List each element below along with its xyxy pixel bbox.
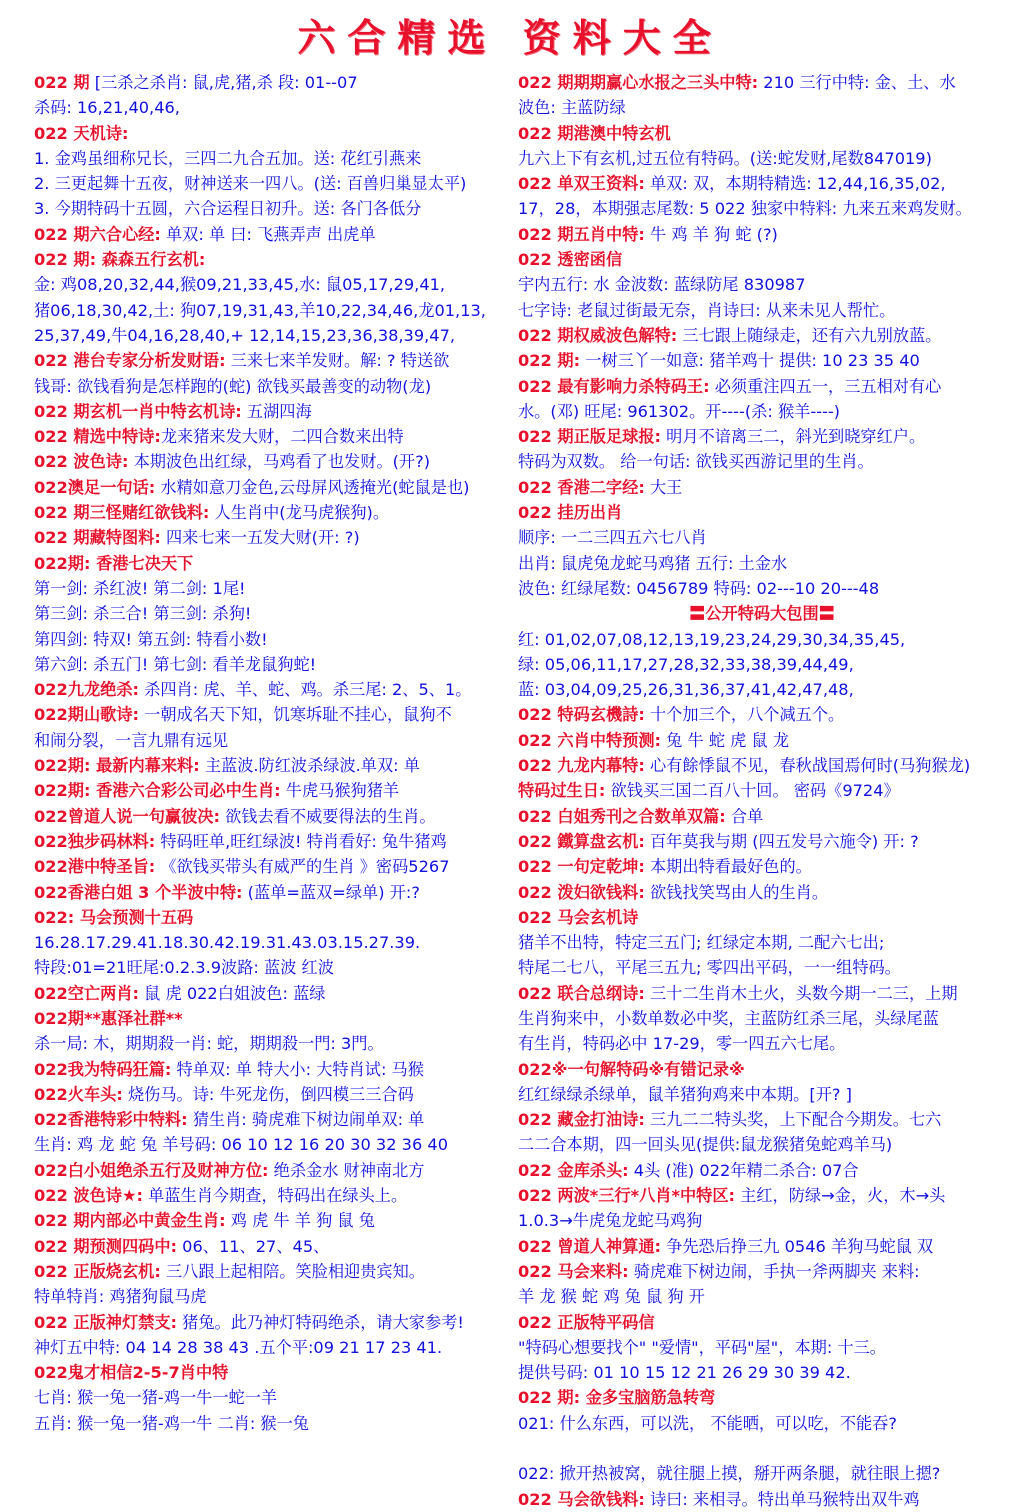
text-line: [518, 70, 1006, 95]
line-heading: 022※一句解特码※有错记录※: [518, 1059, 745, 1079]
line-heading: 022 鐵算盘玄机:: [518, 831, 645, 851]
text-line: [34, 905, 518, 930]
line-heading: 022 白姐秀刊之合数单双篇:: [518, 806, 726, 826]
line-body: 021: 什么东西，可以洗， 不能晒，可以吃，不能吞?: [518, 1413, 897, 1433]
line-body: [三杀之杀肖: 鼠,虎,猪,杀 段: 01--07: [89, 73, 358, 92]
text-line: [34, 778, 518, 803]
line-heading: 022白小姐绝杀五行及财神方位:: [34, 1160, 269, 1180]
line-heading: 022 最有影响力杀特码王:: [518, 376, 710, 396]
text-line: [34, 677, 518, 702]
line-body: 第六剑: 杀五门! 第七剑: 看羊龙鼠狗蛇!: [34, 654, 317, 674]
text-line: [34, 348, 518, 373]
text-line: [518, 1360, 1006, 1385]
line-heading: 022期: 最新内幕来料:: [34, 756, 200, 776]
line-heading: 022 期港澳中特玄机: [518, 123, 671, 143]
text-line: [518, 728, 1006, 753]
line-body: 1. 金鸡虽细称兄长，三四二九合五加。送: 花红引燕来: [34, 148, 422, 168]
line-heading: 022期**惠泽社群**: [34, 1008, 183, 1028]
text-line: [34, 1031, 518, 1056]
text-line: [34, 1082, 518, 1107]
text-line: [518, 1158, 1006, 1183]
text-line: [34, 1158, 518, 1183]
text-line: [518, 981, 1006, 1006]
line-body: 杀码: 16,21,40,46,: [34, 98, 180, 118]
text-line: [518, 374, 1006, 399]
text-line: [518, 95, 1006, 120]
text-line: [518, 804, 1006, 829]
text-line: [518, 475, 1006, 500]
line-body: 第一剑: 杀红波! 第二剑: 1尾!: [34, 578, 246, 598]
text-line: [518, 525, 1006, 550]
line-heading: 022九龙绝杀:: [34, 680, 140, 700]
text-line: [34, 728, 518, 753]
line-heading: 022 期内部必中黄金生肖:: [34, 1211, 226, 1231]
text-line: [518, 272, 1006, 297]
text-line: [34, 525, 518, 550]
text-line: [34, 1208, 518, 1233]
line-body: 牛 鸡 羊 狗 蛇 (?): [644, 224, 778, 244]
text-line: [518, 1284, 1006, 1309]
text-line: [518, 171, 1006, 196]
line-body: 宇内五行: 水 金波数: 蓝绿防尾 830987: [518, 275, 806, 295]
line-body: 三八跟上起相陪。笑脸相迎贵宾知。: [160, 1261, 425, 1281]
text-line: [34, 576, 518, 601]
line-body: 特码为双数。 给一句话: 欲钱买西游记里的生肖。: [518, 452, 874, 472]
line-body: 钱哥: 欲钱看狗是怎样跑的(蛇) 欲钱买最善变的动物(龙): [34, 376, 432, 396]
text-line: [518, 449, 1006, 474]
text-line: [34, 880, 518, 905]
line-body: 022: 掀开热被窝，就往腿上摸，掰开两条腿，就往眼上摁?: [518, 1464, 941, 1484]
text-line: [518, 905, 1006, 930]
text-line: [518, 1208, 1006, 1233]
line-heading: 022 波色诗:: [34, 452, 129, 472]
text-line: [518, 1335, 1006, 1360]
line-body: 单蓝生肖今期查，特码出在绿头上。: [142, 1186, 408, 1206]
line-heading: 022火车头:: [34, 1084, 123, 1104]
text-line: [34, 500, 518, 525]
line-heading: 022 期五肖中特:: [518, 224, 645, 244]
line-heading: 022期: 香港六合彩公司必中生肖:: [34, 781, 281, 801]
line-heading: 022 马会欲钱料:: [518, 1489, 645, 1509]
line-body: 杀四肖: 虎、羊、蛇、鸡。杀三尾: 2、5、1。: [139, 680, 472, 700]
line-body: 〓公开特码大包围〓: [689, 604, 835, 624]
line-body: 杀一局: 木，期期殺一肖: 蛇，期期殺一門: 3門。: [34, 1034, 384, 1054]
line-body: 本期出特看最好色的。: [644, 857, 812, 877]
text-line: [34, 171, 518, 196]
line-body: 一树三丫一如意: 猪羊鸡十 提供: 10 23 35 40: [580, 351, 920, 371]
text-line: [34, 70, 518, 95]
line-body: 一朝成名天下知，饥寒坼耻不挂心，鼠狗不: [139, 705, 452, 725]
text-line: [34, 1310, 518, 1335]
line-body: 三七跟上随绿走，还有六九别放蓝。: [677, 325, 942, 345]
line-heading: 022 正版烧玄机:: [34, 1261, 161, 1281]
text-line: [518, 778, 1006, 803]
line-body: 顺序: 一二三四五六七八肖: [518, 528, 707, 548]
line-body: 猪羊不出特，特定三五门; 红绿定本期, 二配六七出;: [518, 933, 885, 953]
text-line: [518, 829, 1006, 854]
line-heading: 022 期: 金多宝脑筋急转弯: [518, 1388, 716, 1408]
line-body: 七肖: 猴一兔一猪-鸡一牛一蛇一羊: [34, 1388, 278, 1408]
text-line: [518, 1436, 1006, 1461]
right-column: [518, 70, 1006, 1512]
text-line: [518, 1132, 1006, 1157]
line-body: 牛虎马猴狗猪羊: [280, 781, 400, 801]
line-body: 五肖: 猴一兔一猪-鸡一牛 二肖: 猴一兔: [34, 1413, 309, 1433]
line-body: 出肖: 鼠虎兔龙蛇马鸡猪 五行: 土金水: [518, 553, 788, 573]
line-body: 单双: 双，本期特精选: 12,44,16,35,02,: [644, 174, 946, 194]
text-line: [518, 146, 1006, 171]
line-heading: 022 波色诗★:: [34, 1186, 143, 1206]
line-body: 猪兔。此乃神灯特码绝杀，请大家参考!: [177, 1312, 464, 1332]
text-line: [518, 1006, 1006, 1031]
line-heading: 022香港特彩中特料:: [34, 1110, 188, 1130]
line-heading: 022 期: [34, 73, 90, 92]
text-line: [34, 1006, 518, 1031]
line-body: 06、11、27、45、: [177, 1236, 330, 1256]
line-body: 17，28，本期强志尾数: 5 022 独家中特料: 九来五来鸡发财。: [518, 199, 972, 219]
line-heading: 022 期预测四码中:: [34, 1236, 178, 1256]
text-line: [518, 677, 1006, 702]
line-heading: 022 期期期赢心水报之三头中特:: [518, 73, 759, 92]
line-heading: 022 一句定乾坤:: [518, 857, 645, 877]
text-line: [518, 1461, 1006, 1486]
line-body: 十个加三个，八个减五个。: [644, 705, 845, 725]
line-body: "特码心想要找个" "爱情"，平码"屋"，本期: 十三。: [518, 1337, 886, 1357]
text-line: [518, 576, 1006, 601]
line-heading: 022 泼妇欲钱料:: [518, 882, 645, 902]
line-heading: 022曾道人说一句赢彼决:: [34, 806, 220, 826]
text-line: [518, 1183, 1006, 1208]
line-heading: 022 期正版足球报:: [518, 427, 662, 447]
text-line: [518, 652, 1006, 677]
line-heading: 022 期玄机一肖中特玄机诗:: [34, 401, 242, 421]
page-title: 六合精选 资料大全: [297, 16, 723, 60]
line-body: 25,37,49,牛04,16,28,40,+ 12,14,15,23,36,38,39,47,: [34, 325, 456, 345]
text-line: [518, 702, 1006, 727]
line-body: 烧伤马。诗: 牛死龙伤，倒四模三三合码: [122, 1084, 414, 1104]
line-heading: 022 马会玄机诗: [518, 907, 639, 927]
line-heading: 022澳足一句话:: [34, 477, 156, 497]
line-body: 二二合本期，四一回头见(提供:鼠龙猴猪兔蛇鸡羊马): [518, 1135, 893, 1155]
line-body: 1.0.3→牛虎兔龙蛇马鸡狗: [518, 1211, 703, 1231]
line-body: 3. 今期特码十五圆，六合运程日初升。送: 各门各低分: [34, 199, 422, 219]
text-line: [34, 272, 518, 297]
text-line: [518, 627, 1006, 652]
text-line: [518, 854, 1006, 879]
line-body: 明月不谙离三二，斜光到晓穿红户。: [661, 427, 926, 447]
text-line: [34, 955, 518, 980]
line-heading: 022我为特码狂篇:: [34, 1059, 172, 1079]
line-body: 有生肖，特码必中 17-29，零一四五六七尾。: [518, 1034, 846, 1054]
line-heading: 022 六肖中特预测:: [518, 730, 662, 750]
line-body: 绿: 05,06,11,17,27,28,32,33,38,39,44,49,: [518, 654, 854, 674]
text-line: [518, 1082, 1006, 1107]
line-body: 羊 龙 猴 蛇 鸡 兔 鼠 狗 开: [518, 1287, 705, 1307]
text-line: [34, 551, 518, 576]
line-body: 210 三行中特: 金、土、水: [758, 73, 956, 92]
line-body: 主蓝波.防红波杀绿波.单双: 单: [199, 756, 420, 776]
line-heading: 022 天机诗:: [34, 123, 129, 143]
line-body: 三来七来羊发财。解: ? 特送欲: [225, 351, 450, 371]
text-line: [34, 601, 518, 626]
line-body: 必须重注四五一，三五相对有心: [709, 376, 942, 396]
line-heading: 022 透密函信: [518, 250, 623, 270]
line-body: 鸡 虎 牛 羊 狗 鼠 兔: [225, 1211, 375, 1231]
line-body: 特单双: 单 特大小: 大特肖试: 马猴: [171, 1059, 424, 1079]
text-line: [34, 374, 518, 399]
text-line: [518, 1385, 1006, 1410]
text-line: [34, 449, 518, 474]
text-line: [34, 146, 518, 171]
text-line: [34, 121, 518, 146]
line-heading: 特码过生日:: [518, 781, 606, 801]
line-body: 波色: 主蓝防绿: [518, 98, 626, 118]
text-line: [34, 323, 518, 348]
text-line: [518, 1487, 1006, 1512]
line-body: 心有餘悸鼠不见，春秋战国焉何时(马狗猴龙): [644, 756, 971, 776]
text-line: [518, 1107, 1006, 1132]
line-body: 波色: 红绿尾数: 0456789 特码: 02---10 20---48: [518, 578, 880, 598]
text-line: [518, 323, 1006, 348]
text-line: [518, 298, 1006, 323]
text-line: [34, 1385, 518, 1410]
line-heading: 022 特码玄機詩:: [518, 705, 645, 725]
text-line: [34, 854, 518, 879]
line-body: 合单: [725, 806, 764, 826]
text-line: [34, 424, 518, 449]
text-line: [518, 753, 1006, 778]
line-body: 猜生肖: 骑虎难下树边闹单双: 单: [187, 1110, 425, 1130]
text-line: [34, 753, 518, 778]
text-line: [518, 955, 1006, 980]
text-line: [34, 298, 518, 323]
line-body: 第三剑: 杀三合! 第三剑: 杀狗!: [34, 604, 252, 624]
line-body: 16.28.17.29.41.18.30.42.19.31.43.03.15.27.39.: [34, 933, 421, 953]
line-body: 三十二生肖木土火，头数今期一二三，上期: [644, 983, 958, 1003]
line-body: 提供号码: 01 10 15 12 21 26 29 30 39 42.: [518, 1363, 851, 1383]
text-line: [34, 1335, 518, 1360]
line-body: 特单特肖: 鸡猪狗鼠马虎: [34, 1287, 207, 1307]
line-body: 欲钱找笑骂由人的生肖。: [644, 882, 829, 902]
text-line: [34, 399, 518, 424]
line-body: 大王: [644, 477, 683, 497]
text-line: [518, 1031, 1006, 1056]
text-line: [34, 1259, 518, 1284]
line-heading: 022港中特圣旨:: [34, 857, 156, 877]
text-line: [518, 880, 1006, 905]
line-heading: 022独步码林料:: [34, 831, 156, 851]
text-line: [518, 222, 1006, 247]
text-line: [34, 702, 518, 727]
line-body: 特码旺单,旺红绿波! 特肖看好: 兔牛猪鸡: [155, 831, 447, 851]
line-body: 绝杀金水 财神南北方: [268, 1160, 425, 1180]
line-heading: 022 挂历出肖: [518, 503, 623, 523]
line-heading: 022: 马会预测十五码: [34, 907, 194, 927]
line-heading: 022 马会来料:: [518, 1261, 629, 1281]
line-body: 生肖狗来中，小数单数必中奖，主蓝防红杀三尾，头绿尾蓝: [518, 1008, 939, 1028]
line-heading: 022 期:: [518, 351, 581, 371]
line-body: 百年莫我与期 (四五发号六施令) 开: ?: [644, 831, 919, 851]
line-body: 红红绿绿杀绿单，鼠羊猪狗鸡来中本期。[开? ]: [518, 1084, 852, 1104]
text-line: [518, 399, 1006, 424]
line-body: 蓝: 03,04,09,25,26,31,36,37,41,42,47,48,: [518, 680, 854, 700]
text-line: [518, 1411, 1006, 1436]
left-column: [34, 70, 518, 1436]
text-line: [34, 652, 518, 677]
line-body: 第四剑: 特双! 第五剑: 特看小数!: [34, 629, 268, 649]
line-heading: 022 期: 森森五行玄机:: [34, 250, 206, 270]
line-heading: 022 期六合心经:: [34, 224, 161, 244]
line-body: 单双: 单 曰: 飞燕弄声 出虎单: [160, 224, 376, 244]
text-line: [34, 627, 518, 652]
text-line: [34, 829, 518, 854]
line-heading: 022 单双王资料:: [518, 174, 645, 194]
text-line: [518, 424, 1006, 449]
line-body: 五湖四海: [241, 401, 312, 421]
text-line: [34, 804, 518, 829]
line-heading: 022期: 香港七决天下: [34, 553, 194, 573]
text-line: [34, 1411, 518, 1436]
line-body: 金: 鸡08,20,32,44,猴09,21,33,45,水: 鼠05,17,29,41,: [34, 275, 446, 295]
text-line: [34, 247, 518, 272]
text-line: [34, 981, 518, 1006]
text-line: [518, 601, 1006, 626]
line-heading: 022 藏金打油诗:: [518, 1110, 645, 1130]
line-body: 七字诗: 老鼠过街最无奈，肖诗曰: 从来未见人帮忙。: [518, 300, 896, 320]
line-heading: 022 正版神灯禁支:: [34, 1312, 178, 1332]
line-body: 4头 (准) 022年精二杀合: 07合: [628, 1160, 859, 1180]
line-body: 特段:01=21旺尾:0.2.3.9波路: 蓝波 红波: [34, 958, 334, 978]
line-body: 兔 牛 蛇 虎 鼠 龙: [661, 730, 790, 750]
line-heading: 022 联合总纲诗:: [518, 983, 645, 1003]
line-body: 《欲钱买带头有威严的生肖 》密码5267: [155, 857, 450, 877]
text-line: [518, 1310, 1006, 1335]
line-body: (蓝单=蓝双=绿单) 开:?: [242, 882, 420, 902]
line-body: 鼠 虎 022白姐波色: 蓝绿: [139, 983, 326, 1003]
text-line: [518, 930, 1006, 955]
line-body: 欲钱去看不威要得法的生肖。: [219, 806, 436, 826]
text-line: [518, 1259, 1006, 1284]
text-line: [34, 1183, 518, 1208]
line-heading: 022香港白姐 3 个半波中特:: [34, 882, 243, 902]
line-heading: 022 正版特平码信: [518, 1312, 655, 1332]
text-line: [34, 1107, 518, 1132]
line-body: 欲钱买三国二百八十回。 密码《9724》: [605, 781, 900, 801]
text-line: [34, 222, 518, 247]
line-body: 主红，防绿→金，火，木→头: [734, 1186, 946, 1206]
text-line: [518, 196, 1006, 221]
text-line: [34, 475, 518, 500]
text-line: [518, 500, 1006, 525]
text-line: [518, 1057, 1006, 1082]
text-line: [518, 247, 1006, 272]
line-body: 骑虎难下树边闹，手执一斧两脚夹 来料:: [628, 1261, 920, 1281]
line-body: 九六上下有玄机,过五位有特码。(送:蛇发财,尾数847019): [518, 148, 932, 168]
line-heading: 022 金库杀头:: [518, 1160, 629, 1180]
line-heading: 022空亡两肖:: [34, 983, 140, 1003]
text-line: [518, 348, 1006, 373]
line-body: 特尾二七八，平尾三五九; 零四出平码，一一组特码。: [518, 958, 901, 978]
line-body: 本期波色出红绿，马鸡看了也发财。(开?): [128, 452, 431, 472]
line-body: 和闹分裂，一言九鼎有远见: [34, 730, 229, 750]
text-line: [34, 196, 518, 221]
text-line: [34, 95, 518, 120]
line-heading: 022 精选中特诗:: [34, 427, 161, 447]
line-body: 红: 01,02,07,08,12,13,19,23,24,29,30,34,35,45,: [518, 629, 906, 649]
line-body: 猪06,18,30,42,土: 狗07,19,31,43,羊10,22,34,46,龙01,13,: [34, 300, 486, 320]
line-body: 人生肖中(龙马虎猴狗)。: [209, 503, 390, 523]
line-body: 神灯五中特: 04 14 28 38 43 .五个平:09 21 17 23 41.: [34, 1337, 443, 1357]
line-body: 争先恐后挣三九 0546 羊狗马蛇鼠 双: [661, 1236, 934, 1256]
text-line: [34, 1360, 518, 1385]
line-heading: 022 期三怪赌红欲钱料:: [34, 503, 210, 523]
line-heading: 022 曾道人神算通:: [518, 1236, 662, 1256]
line-heading: 022 期权威波色解特:: [518, 325, 678, 345]
text-line: [518, 121, 1006, 146]
line-body: 水。(邓) 旺尾: 961302。开----(杀: 猴羊----): [518, 401, 841, 421]
text-line: [34, 930, 518, 955]
text-line: [34, 1284, 518, 1309]
line-heading: 022 香港二字经:: [518, 477, 645, 497]
line-heading: 022 期藏特图料:: [34, 528, 161, 548]
text-line: [34, 1234, 518, 1259]
line-body: 四来七来一五发大财(开: ?): [160, 528, 360, 548]
line-heading: 022 九龙内幕特:: [518, 756, 645, 776]
line-body: 诗曰: 来相寻。特出单马猴特出双牛鸡: [644, 1489, 920, 1509]
text-line: [518, 1234, 1006, 1259]
line-body: 生肖: 鸡 龙 蛇 兔 羊号码: 06 10 12 16 20 30 32 36 40: [34, 1135, 449, 1155]
line-heading: 022期山歌诗:: [34, 705, 140, 725]
line-body: 龙来猪来发大财，二四合数来出特: [160, 427, 404, 447]
line-body: 水精如意刀金色,云母屏风透掩光(蛇鼠是也): [155, 477, 470, 497]
line-heading: 022鬼才相信2-5-7肖中特: [34, 1363, 229, 1383]
text-line: [518, 551, 1006, 576]
text-line: [34, 1132, 518, 1157]
line-heading: 022 两波*三行*八肖*中特区:: [518, 1186, 735, 1206]
text-line: [34, 1057, 518, 1082]
line-body: 三九二二特头奖，上下配合今期发。七六: [644, 1110, 942, 1130]
line-heading: 022 港台专家分析发财语:: [34, 351, 226, 371]
line-body: 2. 三更起舞十五夜，财神送来一四八。(送: 百兽归巢显太平): [34, 174, 467, 194]
